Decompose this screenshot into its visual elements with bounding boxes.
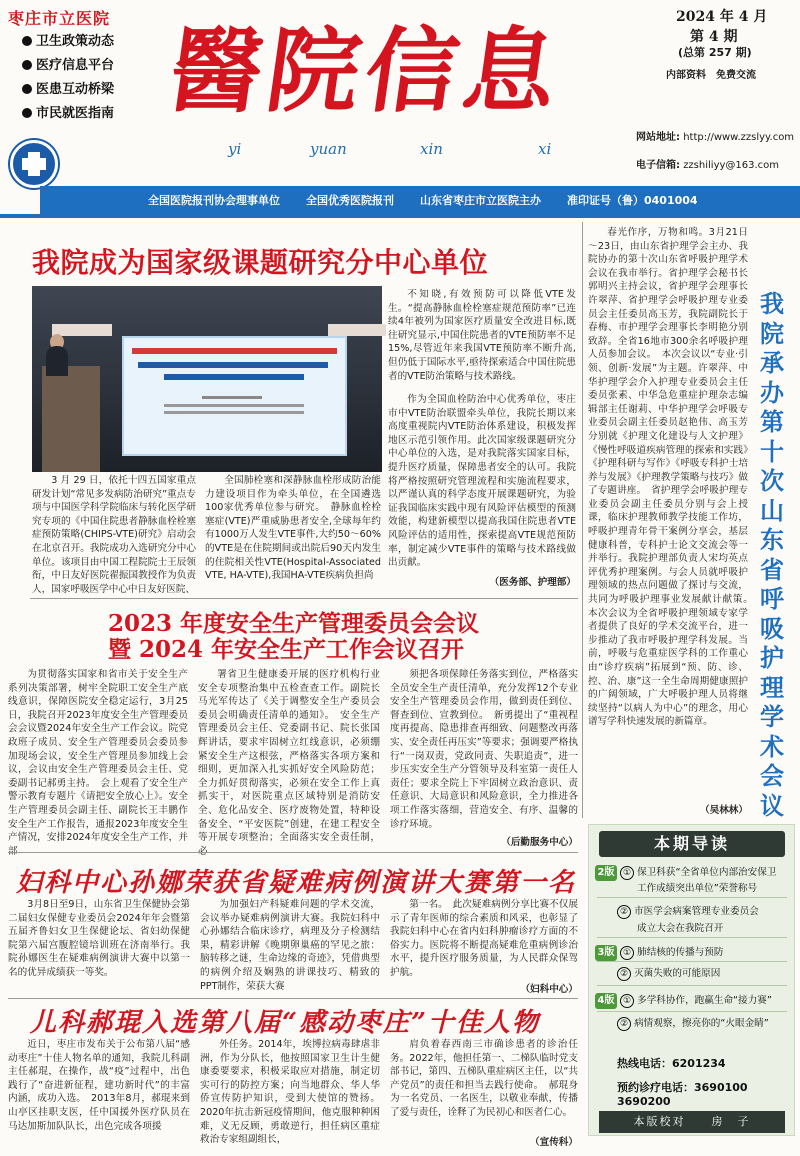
hospital-logo	[10, 140, 58, 188]
booking-phone: 预约诊疗电话：3690100 3690200	[617, 1081, 748, 1108]
masthead	[0, 0, 800, 186]
pinyin-3: xin	[420, 140, 443, 158]
page-badge: 4版	[595, 993, 617, 1009]
article3-signature: （妇科中心）	[520, 984, 578, 995]
article2-headline-1: 2023 年度安全生产管理委员会会议	[108, 610, 480, 637]
article4-headline: 儿科郝琨入选第八届“感动枣庄”十佳人物	[30, 1008, 540, 1038]
guide-item-cont: 工作成绩突出单位”荣誉称号	[637, 883, 758, 894]
guide-item[interactable]: 3版 ① 肺结核的传播与预防	[595, 945, 791, 961]
article2-col2: 署省卫生健康委开展的医疗机构行业安全专项整治集中五检查查工作。副院长马光军传达了《关于调整安全生产委员会委员会明确责任清单的通知》。 安全生产管理委员会主任、党委副书记、院长张国辉讲话，要求牢固树立红线意识，必须绷紧安全生产这根弦，严格落实各项方案和细则，更加深入扎实抓好安全风险防范；全力抓好贯彻落实，必须在安全工作上真抓实干，对医院重点区域特别是消防安全、危化品安全、医疗废物处置，特种设备安全、“平安医院”创建，在建工程安全等开展专项整治；全面落实安全责任制，	[198, 669, 380, 844]
email-link[interactable]: zzshiliyy@163.com	[683, 160, 780, 171]
issue-guide	[588, 824, 795, 1136]
guide-item[interactable]: ② 灭菌失败的可能原因	[617, 967, 791, 981]
page-badge: 3版	[595, 945, 617, 961]
article1-col1: 3 月 29 日，依托十四五国家重点研发计划“常见多发病防治研究”重点专项与中国医学科学院临床与转化医学研究专项的《中国住院患者静脉血栓栓塞症预防策略(CHIPS-VTE)研究》启动会在北京召开。我院成功入选研究分中心单位。该项目由中国工程院院士王辰领衔，中日友好医院翟振国教授作为负责人，国家呼吸医学中心中日友好医院、	[32, 475, 196, 595]
article3-col1: 3月8日至9日，山东省卫生保健协会第二届妇女保健专业委员会2024年年会暨第五届齐鲁妇女卫生保健论坛、省妇幼保健院第六届宫腹腔镜培训班在济南举行。我院孙娜医生在疑难病例演讲大赛中以第一名的优异成绩获一等奖。	[8, 899, 190, 978]
guide-item[interactable]: ② 病情观察，擦亮你的“火眼金睛”	[617, 1017, 791, 1031]
pinyin-1: yi	[228, 140, 242, 158]
band-item: 全国优秀医院报刊	[306, 194, 394, 207]
article3-col2: 为加强妇产科疑难问题的学术交流，会议举办疑难病例演讲大赛。我院妇科中心孙娜结合临床诊疗，病理及分子检测结果，精彩讲解《晚期卵巢癌的罕见之旅：脑转移之谜，生命边缘的奇迹》，凭借典型的病例介绍及娴熟的讲课技巧、精致的PPT制作，荣获大赛	[200, 899, 380, 992]
page-badge: 2版	[595, 865, 617, 881]
article2-signature: （后勤服务中心）	[501, 837, 578, 848]
item-number: ②	[617, 967, 631, 981]
article5-body: 春光作序，万物和鸣。3月21日～23日，由山东省护理学会主办、我院协办的第十次山东省呼吸护理学术会议在我市举行。省护理学会秘书长郭明兴主持会议，省护理学会理事长许翠萍、省护理学会呼吸护理专业委员会主任委员高玉芳，我院副院长于春梅、市护理学会理事长李明艳分别致辞。全省16地市300余名呼吸护理人员参加会议。 本次会议以“专业·引领、创新·发展”为主题。许翠萍、中华护理学会介入护理专业委员会主任委员张素、中华急危重症护理杂志编辑部主任谢莉、中华护理学会呼吸专业委员会副主任委员赵艳伟、高玉芳分别就《护理文化建设与人文护理》《慢性呼吸道疾病管理的探索和实践》《护理科研与写作》《呼吸专科护士培养与发展》《护理教学策略与技巧》做了专题讲座。 省护理学会呼吸护理专业委员会副主任委员分别与会上授课，临床护理教师教学技能工作坊，呼吸护理青年骨干案例分享会，基层健康科普，专科护士论文交流会等一并举行。我院护理部负责人宋均英点评优秀护理案例。与会人员就呼吸护理领域的热点问题做了探讨与交流，共同为呼吸护理事业发展献计献策。 本次会议为全省呼吸护理领域专家学者提供了良好的学术交流平台，进一步推动了我市呼吸护理学科发展。当前，呼吸与危重症医学科的工作重心由“诊疗疾病”拓展到“预、防、诊、控、治、康”这一全生命周期健康照护的广阔领域，广大呼吸护理人员将继续坚持“以病人为中心”的理念，用心谱写学科快速发展的新篇章。	[588, 227, 758, 728]
guide-item[interactable]: 2版 ① 保卫科获“全省单位内部治安保卫	[595, 865, 791, 881]
header-stripe	[0, 214, 800, 218]
article4-signature: （宣传科）	[530, 1137, 578, 1148]
guide-item[interactable]: 4版 ① 多学科协作，跑赢生命“接力赛”	[595, 993, 791, 1009]
article3-col3: 第一名。 此次疑难病例分享比赛不仅展示了青年医师的综合素质和风采，也彰显了我院妇科中心在省内妇科肿瘤诊疗方面的不俗实力。医院将不断提高疑难危重病例诊治水平，提升医疗服务质量，为人民群众保驾护航。	[390, 899, 578, 978]
issue-note: 内部资料 免费交流	[666, 70, 756, 81]
email: 电子信箱: zzshiliyy@163.com	[636, 160, 780, 171]
column-divider	[582, 222, 583, 818]
divider	[8, 852, 578, 853]
item-number: ①	[620, 946, 634, 960]
article2-col1: 为贯彻落实国家和省市关于安全生产系列决策部署，树牢全院职工安全生产底线意识，保障医院安全稳定运行，3月25日，我院召开2023年度安全生产管理委员会会议暨2024年安全生产工作会议。院党政班子成员、安全生产管理委员会委员参加现场会议，安全生产管理员参加线上会议，会议由安全生产管理委员会主任、党委副书记郝勇主持。 会上观看了安全生产警示教育专题片《请把安全放心上》。安全生产管理委员会副主任、副院长王丰鹏作安全生产工作报告，通报2023年度安全生产情况，安排2024年度安全生产工作，并	[8, 669, 188, 844]
article5-signature: （吴林林）	[700, 805, 748, 816]
article1-col3a: 不知晓,有效预防可以降低VTE发生。“提高静脉血栓栓塞症规范预防率”已连续4年被列为国家医疗质量安全改进目标,既往研究显示,中国住院患者的VTE预防率不足15%,尽管近年来我国VTE预防率不断升高,但仍低于国际水平,亟待探索适合中国住院患者的VTE防治策略与技术路线。	[388, 289, 576, 382]
website: 网站地址: http://www.zzslyy.com	[636, 132, 795, 143]
projection-screen	[122, 336, 347, 456]
item-number: ①	[620, 866, 634, 880]
issue-total: (总第 257 期)	[678, 46, 752, 59]
article1-col3b: 作为全国血栓防治中心优秀单位，枣庄市中VTE防治联盟牵头单位，我院长期以来高度重视院内VTE防治体系建设，积极发挥地区示范引领作用。此次国家级课题研究分中心单位的入选，是对我院落实国家目标，提升医疗质量，保障患者安全的认可。我院将严格按照研究管理流程和实施流程要求，以严谨认真的科学态度开展课题研究，为验证我国临床实践中现有风险评估模型的预测效能，构建新模型以提高我国住院患者VTE风险评估的适用性，探索提高VTE规范预防率，制定减少VTE事件的策略与技术路线做出贡献。	[388, 394, 576, 569]
article1-headline: 我院成为国家级课题研究分中心单位	[32, 246, 489, 279]
website-link[interactable]: http://www.zzslyy.com	[683, 132, 795, 143]
hospital-name: 枣庄市立医院	[8, 9, 111, 28]
article1-signature: （医务部、护理部）	[489, 577, 576, 588]
pinyin-4: xi	[538, 140, 552, 158]
article4-col1: 近日，枣庄市发布关于公布第八届“感动枣庄”十佳人物名单的通知，我院儿科副主任郝琨，在操作，战“疫”过程中，出色践行了“奋进新征程，建功新时代”的丰富内涵，成功入选。 2013年8月，郝琨来到山亭区挂职支医，任中国援外医疗队员在马达加斯加队队长，出色完成各项援	[8, 1039, 190, 1132]
item-number: ①	[620, 994, 634, 1008]
podium	[42, 366, 100, 472]
article4-col3: 肩负着春西南三市确诊患者的诊治任务。2022年，他担任第一、二梯队临时党支部书记，第四、五梯队重症病区主任，以“共产党员”的责任和担当去践行使命。 郝琨身为一名党员、一名医生，以敬业奉献，传播了爱与责任，诠释了为民初心和医者仁心。	[390, 1039, 578, 1118]
column-item: 卫生政策动态	[22, 30, 114, 49]
photo-banner	[52, 324, 112, 336]
speaker-body	[46, 346, 68, 376]
photo-banner	[328, 324, 386, 336]
info-band	[40, 186, 800, 214]
divider	[30, 598, 578, 599]
issue-date: 2024 年 4 月	[676, 9, 768, 25]
item-number: ②	[617, 1017, 631, 1031]
band-item: 全国医院报刊协会理事单位	[148, 194, 280, 207]
hotline: 热线电话：6201234	[617, 1057, 726, 1070]
article2-col3: 须把各项保障任务落实到位，严格落实全员安全生产责任清单，充分发挥12个专业安全生产管理委员会作用，做到责任到位、督查到位、宣教到位。 新勇提出了“重视程度再提高、隐患排查再细致、问题整改再落实、安全责任再压实”等要求；强调要严格执行“一岗双责，党政同责、失职追责”，进一步压实安全生产分管领导及科室第一责任人责任；要求全院上下牢固树立政治意识、责任意识、大局意识和风险意识，全力推进各项工作落实落细，营造安全、有序、温馨的诊疗环境。	[390, 669, 578, 830]
article1-col2: 全国肺栓塞和深静脉血栓形成防治能力建设项目作为牵头单位，在全国遴选100家优秀单位参与研究。 静脉血栓栓塞症(VTE)严重威胁患者安全,全球每年约有1000万人发生VTE事件,大约50～60%的VTE是在住院期间或出院后90天内发生的住院相关性VTE(Hospital-Associated VTE, HA-VTE),我国HA-VTE疾病负担尚	[205, 475, 381, 582]
article5-vertical-headline: 我院承办第十次山东省呼吸护理学术会议	[760, 290, 784, 820]
guide-item[interactable]: ② 市医学会病案管理专业委员会	[617, 905, 791, 919]
proofreader: 本版校对 房 子	[599, 1111, 785, 1133]
issue-number: 第 4 期	[690, 29, 738, 45]
column-item: 医患互动桥梁	[22, 78, 114, 97]
newspaper-title: 醫院信息	[162, 17, 570, 125]
article2-headline-2: 暨 2024 年安全生产工作会议召开	[108, 636, 465, 663]
item-number: ②	[617, 905, 631, 919]
article3-headline: 妇科中心孙娜荣获省疑难病例演讲大赛第一名	[16, 868, 577, 898]
band-item: 山东省枣庄市立医院主办	[420, 194, 541, 207]
conference-photo	[32, 286, 382, 472]
guide-item-cont: 成立大会在我院召开	[637, 923, 724, 934]
band-item: 准印证号（鲁）0401004	[567, 194, 698, 207]
column-item: 市民就医指南	[22, 102, 114, 121]
pinyin-2: yuan	[310, 140, 347, 158]
divider	[8, 998, 578, 999]
guide-title: 本期导读	[599, 831, 785, 857]
column-item: 医疗信息平台	[22, 54, 114, 73]
article4-col2: 外任务。2014年，埃博拉病毒肆虐非洲，作为分队长，他按照国家卫生计生健康委要要求，积极采取应对措施，制定切实可行的防控方案；向当地群众、华人华侨宣传防护知识，受到大使馆的赞扬。2020年抗击新冠疫情期间，他克服种种困难，义无反顾，勇敢逆行，担任病区重症救治专家组副组长，	[200, 1039, 380, 1146]
